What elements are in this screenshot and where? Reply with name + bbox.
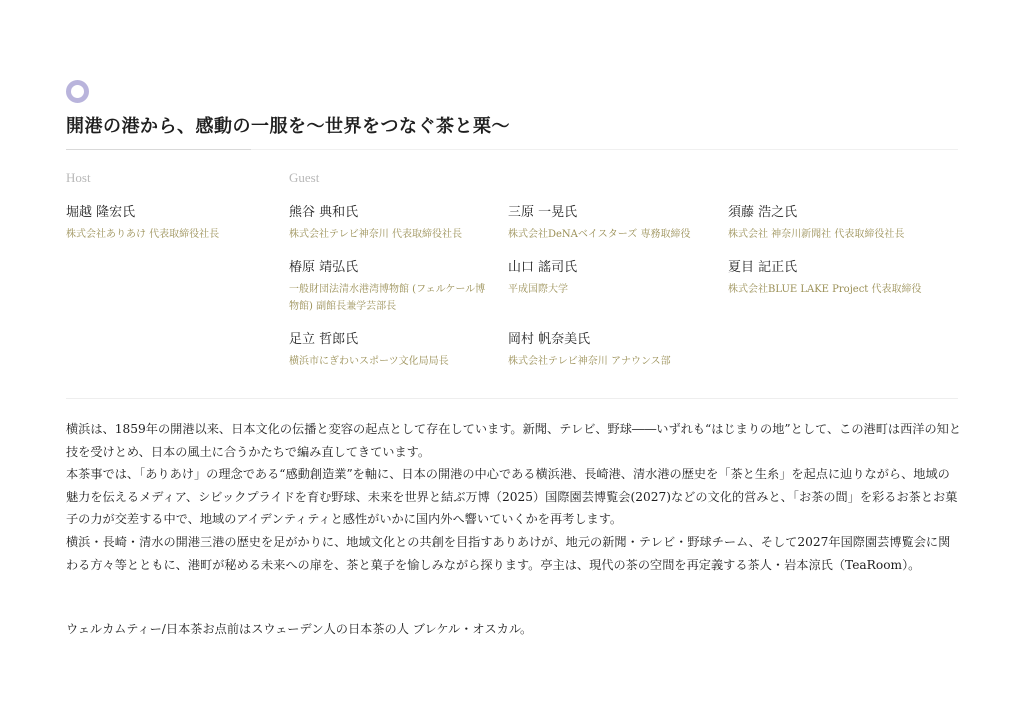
description-paragraph: 横浜は、1859年の開港以来、日本文化の伝播と変容の起点として存在しています。新聞、テレビ、野球――いずれも“はじまりの地”として、この港町は西洋の知と技を受けとめ、日本の風土に合うかたちで編み直してきています。 xyxy=(66,422,962,459)
title-divider xyxy=(66,149,958,150)
description-paragraph: 本茶事では、「ありあけ」の理念である“感動創造業”を軸に、日本の開港の中心である横浜港、長崎港、清水港の歴史を「茶と生糸」を起点に辿りながら、地域の魅力を伝えるメディア、シビックプライドを育む野球、未来を世界と結ぶ万博（2025）国際園芸博覧会(2027)などの文化的営みと、「お茶の間」を彩るお茶とお菓子の力が交差する中で、地域のアイデンティティと感性がいかに国内外へ響いていくかを再考します。 xyxy=(66,467,958,527)
description-body xyxy=(66,418,961,576)
guest-entry xyxy=(289,331,494,370)
guest-label: Guest xyxy=(289,170,320,185)
person-name: 岡村 帆奈美氏 xyxy=(508,332,591,347)
guest-entry xyxy=(728,204,958,243)
person-role: 株式会社 神奈川新聞社 代表取締役社長 xyxy=(728,229,905,240)
ring-bullet-icon xyxy=(66,80,89,103)
welcome-note: ウェルカムティー/日本茶お点前はスウェーデン人の日本茶の人 ブレケル・オスカル。 xyxy=(66,622,533,636)
person-role: 平成国際大学 xyxy=(508,284,568,295)
person-role: 株式会社ありあけ 代表取締役社長 xyxy=(66,229,220,240)
person-name: 山口 謠司氏 xyxy=(508,260,578,275)
person-name: 夏目 記正氏 xyxy=(728,260,798,275)
person-name: 熊谷 典和氏 xyxy=(289,205,359,220)
host-label: Host xyxy=(66,170,91,185)
person-name: 椿原 靖弘氏 xyxy=(289,260,359,275)
guest-entry xyxy=(508,259,713,298)
section-divider xyxy=(66,398,958,399)
guest-entry xyxy=(289,204,494,243)
host-entry xyxy=(66,204,271,243)
person-name: 三原 一晃氏 xyxy=(508,205,578,220)
description-paragraph: 横浜・長崎・清水の開港三港の歴史を足がかりに、地域文化との共創を目指すありあけが、地元の新聞・テレビ・野球チーム、そして2027年国際園芸博覧会に関わる方々等とともに、港町が秘める未来への扉を、茶と菓子を愉しみながら探ります。亭主は、現代の茶の空間を再定義する茶人・岩本涼氏（TeaRoom）。 xyxy=(66,534,951,572)
person-role: 株式会社BLUE LAKE Project 代表取締役 xyxy=(728,284,922,295)
person-name: 堀越 隆宏氏 xyxy=(66,205,136,220)
guest-entry xyxy=(728,259,958,298)
person-role: 株式会社テレビ神奈川 代表取締役社長 xyxy=(289,229,462,240)
person-name: 足立 哲郎氏 xyxy=(289,332,359,347)
person-name: 須藤 浩之氏 xyxy=(728,205,798,220)
person-role: 株式会社テレビ神奈川 アナウンス部 xyxy=(508,356,671,367)
guest-entry xyxy=(508,204,713,243)
page-title: 開港の港から、感動の一服を〜世界をつなぐ茶と栗〜 xyxy=(66,116,510,137)
guest-entry xyxy=(508,331,713,370)
guest-entry xyxy=(289,259,489,315)
person-role: 一般財団法清水港湾博物館 (フェルケール博物館) 副館長兼学芸部長 xyxy=(289,284,486,312)
person-role: 横浜市にぎわいスポーツ文化局局長 xyxy=(289,356,449,367)
person-role: 株式会社DeNAベイスターズ 専務取締役 xyxy=(508,229,691,240)
